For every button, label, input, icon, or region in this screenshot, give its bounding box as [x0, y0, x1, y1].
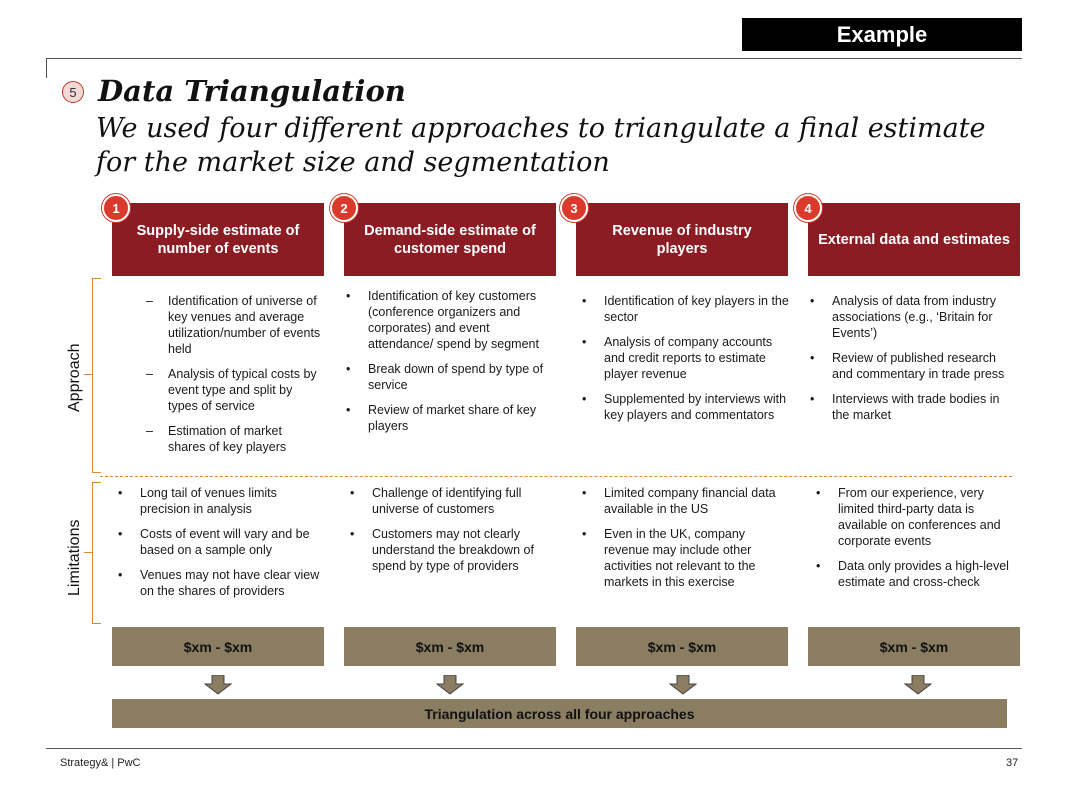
page-subtitle: We used four different approaches to triangulate a final estimate for the market size and segmentation: [96, 113, 986, 178]
row-label-approach: Approach: [66, 343, 83, 412]
limitation-item: • Customers may not clearly understand the breakdown of spend by type of providers: [350, 527, 534, 573]
approach-cell-2: [342, 288, 557, 443]
limitation-item: • Data only provides a high-level estimate and cross-check: [816, 559, 1009, 589]
limitation-item: • From our experience, very limited third-party data is available on conferences and corporate events: [816, 486, 1001, 548]
approach-item: • Identification of key players in the sector: [582, 294, 789, 324]
limitations-cell-4: [812, 485, 1018, 599]
estimate-bar-1: $xm - $xm: [112, 627, 324, 666]
triangulation-bar: Triangulation across all four approaches: [112, 699, 1007, 728]
approach-cell-3: [578, 293, 793, 432]
approach-item: – Identification of universe of key venues and average utilization/number of events held: [146, 294, 321, 356]
column-number-badge-2: 2: [330, 194, 358, 222]
column-header-3: Revenue of industry players: [576, 203, 788, 276]
footer-source: Strategy& | PwC: [60, 757, 141, 769]
estimate-bar-2: $xm - $xm: [344, 627, 556, 666]
top-rule-tick: [46, 58, 47, 78]
approach-item: • Supplemented by interviews with key players and commentators: [582, 392, 787, 422]
estimate-bar-4: $xm - $xm: [808, 627, 1020, 666]
down-arrow-icon: [436, 675, 464, 695]
column-number-badge-3: 3: [560, 194, 588, 222]
footer-rule: [46, 748, 1022, 749]
approach-item: – Estimation of market shares of key players: [146, 424, 287, 454]
example-tag: Example: [742, 18, 1022, 51]
approach-cell-4: [806, 293, 1018, 432]
row-label-limitations: Limitations: [66, 519, 83, 596]
column-number-badge-1: 1: [102, 194, 130, 222]
approach-item: • Review of published research and commentary in trade press: [810, 351, 1005, 381]
limitation-item: • Challenge of identifying full universe of customers: [350, 486, 522, 516]
approach-cell-1: [142, 293, 322, 464]
row-divider: [100, 476, 1012, 477]
limitation-item: • Limited company financial data available in the US: [582, 486, 776, 516]
limitation-item: • Even in the UK, company revenue may include other activities not relevant to the markets in this exercise: [582, 527, 756, 589]
column-number-badge-4: 4: [794, 194, 822, 222]
down-arrow-icon: [669, 675, 697, 695]
column-header-4: External data and estimates: [808, 203, 1020, 276]
limitation-item: • Costs of event will vary and be based on a sample only: [118, 527, 310, 557]
column-header-1: Supply-side estimate of number of events: [112, 203, 324, 276]
column-header-2: Demand-side estimate of customer spend: [344, 203, 556, 276]
limitations-cell-1: [114, 485, 326, 608]
step-number-badge: 5: [62, 81, 84, 103]
approach-item: • Analysis of company accounts and credit reports to estimate player revenue: [582, 335, 773, 381]
down-arrow-icon: [904, 675, 932, 695]
approach-item: • Analysis of data from industry associations (e.g., ‘Britain for Events’): [810, 294, 996, 340]
approach-bracket-tip: [84, 374, 92, 375]
limitations-bracket: [92, 482, 101, 624]
approach-item: • Interviews with trade bodies in the market: [810, 392, 1000, 422]
limitations-cell-2: [346, 485, 558, 583]
approach-bracket: [92, 278, 101, 473]
limitation-item: • Venues may not have clear view on the shares of providers: [118, 568, 320, 598]
approach-item: • Review of market share of key players: [346, 403, 537, 433]
top-rule: [46, 58, 1022, 59]
limitations-bracket-tip: [84, 552, 92, 553]
approach-item: • Identification of key customers (conference organizers and corporates) and event attendance/ spend by segment: [346, 289, 539, 351]
estimate-bar-3: $xm - $xm: [576, 627, 788, 666]
limitations-cell-3: [578, 485, 793, 599]
down-arrow-icon: [204, 675, 232, 695]
limitation-item: • Long tail of venues limits precision in analysis: [118, 486, 277, 516]
page-title: Data Triangulation: [98, 74, 406, 108]
approach-item: – Analysis of typical costs by event type and split by types of service: [146, 367, 317, 413]
page-number: 37: [1006, 757, 1019, 769]
approach-item: • Break down of spend by type of service: [346, 362, 544, 392]
